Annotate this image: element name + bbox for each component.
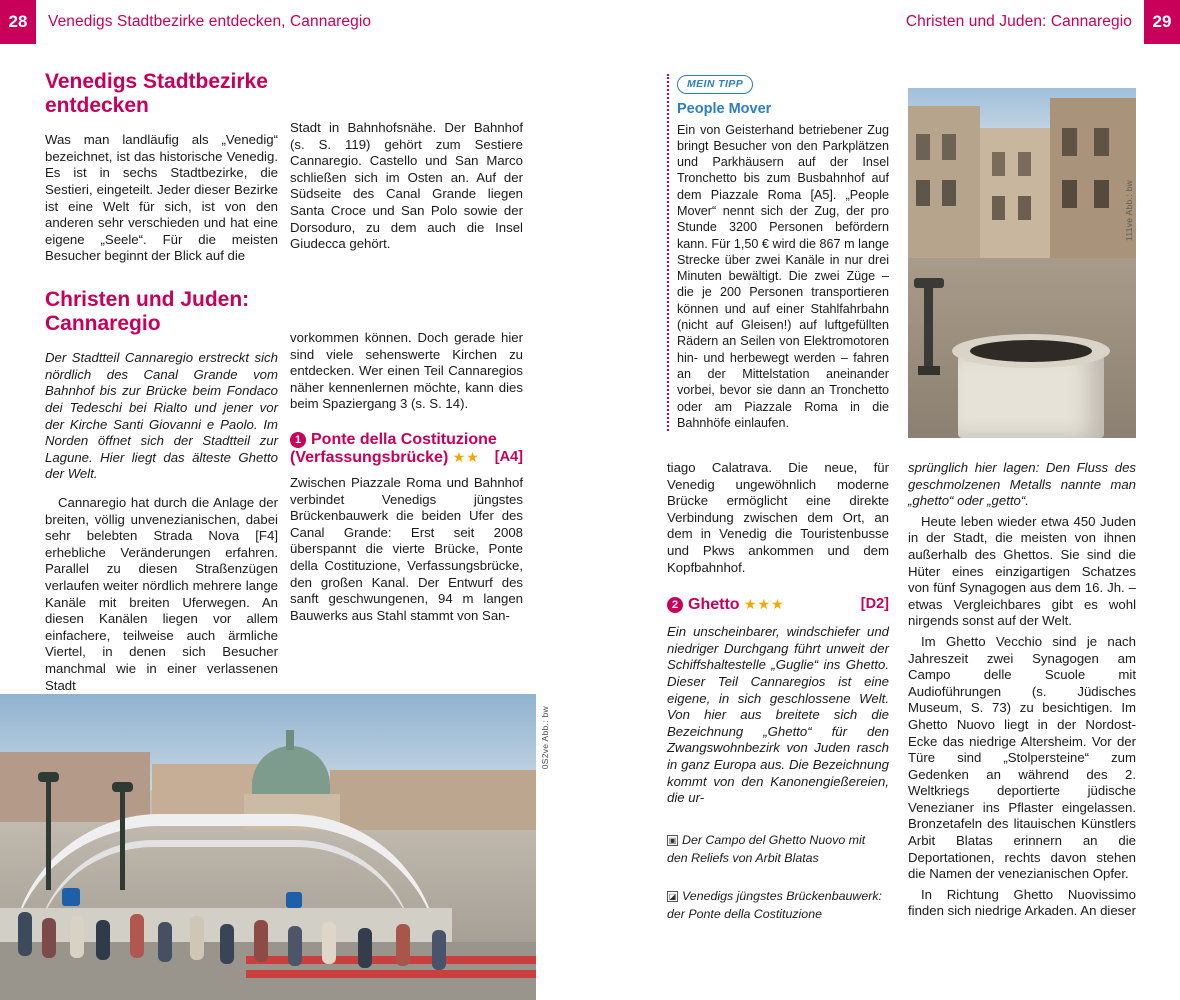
well-photo: [908, 88, 1136, 438]
section2-col1: [45, 288, 278, 694]
person: [322, 922, 336, 964]
water-pump: [924, 284, 933, 370]
poi1-stars: ★★: [452, 448, 480, 465]
person: [190, 916, 204, 960]
poi1-title: Ponte della Costituzione: [311, 430, 497, 448]
section2-title: Christen und Juden: Cannaregio: [45, 288, 250, 336]
bridge-photo-caption: [667, 887, 889, 923]
page-title: Venedigs Stadtbezirke entdecken: [45, 70, 268, 118]
window: [992, 196, 1005, 220]
person: [396, 924, 410, 966]
person: [96, 920, 110, 960]
left-running-header: Venedigs Stadtbezirke entdecken, Cannaregio: [48, 13, 372, 30]
poi2-cont-italic: sprünglich hier lagen: Den Fluss des geschmolzenen Metalls nannte man „ghetto“ oder „getto“.: [908, 460, 1136, 509]
poi1-continuation: [667, 460, 889, 923]
person: [358, 928, 372, 968]
bridge-photo-credit: 0S2ve Abb.: bw: [540, 706, 550, 770]
right-running-header: Christen und Juden: Cannaregio: [905, 13, 1132, 30]
poi1-text: Zwischen Piazzale Roma und Bahnhof verbindet Venedigs jüngstes Brückenbauwerk die beiden Ufer des Canal Grande: Erst seit 2008 überspannt die vierte Brücke, Ponte della Costituzione, Verfassungsbrücke, den großen Kanal. Der Entwurf des sanft geschwungenen, 94 m langen Bauwerks aus Stahl stammt von San-: [290, 474, 523, 623]
person: [18, 912, 32, 956]
tipp-badge: MEIN TIPP: [677, 75, 753, 94]
well-caption-text: Der Campo del Ghetto Nuovo mit den Reliefs von Arbit Blatas: [667, 832, 866, 865]
tipp-box: [667, 74, 889, 431]
lamp-head: [112, 782, 133, 792]
bridge-caption-text: Venedigs jüngstes Brückenbauwerk: der Ponte della Costituzione: [667, 888, 882, 921]
caption-marker-icon: ▣: [668, 835, 677, 845]
section1-col1-text: Was man landläufig als „Venedig“ bezeichnet, ist das historische Venedig. Es ist in sechs Stadtbezirke, die Sestieri, eingeteilt. Jeder dieser Bezirke ist eine Welt für sich, ist von den anderen sehr verschieden und hat eine eigene „Seele“. Für die meisten Besucher beginnt der Blick auf die: [45, 132, 278, 264]
person: [130, 914, 144, 958]
tipp-text: Ein von Geisterhand betriebener Zug bringt Besucher von den Parkplätzen und Parkhäusern auf der Insel Tronchetto bis zum Busbahnhof auf dem Piazzale Roma [A5]. „People Mover“ nennt sich der Zug, der pro Stunde 3200 Personen befördern kann. Für 1,50 € wird die 867 m lange Strecke über zwei Kanäle in nur drei Minuten bewältigt. Die zwei Züge – die je 200 Personen transportieren können und auf einer Stahlfahrbahn (nicht auf Gleisen!) auf luftgefüllten Rädern an Seilen von Elektromotoren hin- und herbewegt werden – fahren an der Mittelstation aneinander vorbei, bevor sie dann an Tronchetto oder am Piazzale Roma in die Bahnhöfe einlaufen.: [677, 122, 889, 430]
person: [70, 916, 84, 958]
poi2-number-badge: 2: [667, 597, 683, 613]
section2-col2-text: vorkommen können. Doch gerade hier sind viele sehenswerte Kirchen zu entdecken. Wer einen Teil Cannaregios näher kennenlernen möchte, kann dies beim Spaziergang 3 (s. S. 14).: [290, 330, 523, 412]
poi2-para2: Heute leben wieder etwa 450 Juden in der Stadt, die meisten von ihnen außerhalb des Ghettos. Sie sind die Hüter eines einzigartigen Schatzes von fünf Synagogen aus dem 16. Jh. – etwas Vergleichbares gibt es wohl nirgends sonst auf der Welt.: [908, 513, 1136, 629]
person: [42, 918, 56, 958]
poi2-stars: ★★★: [744, 596, 785, 613]
poi2-map-code: [D2]: [860, 596, 889, 613]
window: [1094, 180, 1109, 208]
person: [288, 926, 302, 966]
info-sign: [286, 892, 302, 908]
person: [432, 930, 446, 970]
lamp-post: [46, 780, 51, 890]
poi2-para4: In Richtung Ghetto Nuovissimo finden sich niedrige Arkaden. An dieser: [908, 886, 1136, 919]
pump-head: [914, 278, 944, 288]
caption-marker-icon-2: ◪: [668, 891, 677, 901]
window: [916, 180, 930, 206]
left-page-number: 28: [0, 0, 36, 44]
person: [254, 920, 268, 962]
dome-lantern: [286, 730, 294, 750]
right-page-number: 29: [1144, 0, 1180, 44]
poi2-col4: [908, 460, 1136, 920]
well-photo-credit: 111ve Abb.: bw: [1124, 180, 1134, 242]
section2-intro: Der Stadtteil Cannaregio erstreckt sich nördlich des Canal Grande vom Bahnhof bis zur Brücke beim Fondaco dei Tedeschi bei Rialto und jener vor der Kirche Santi Giovanni e Paolo. Im Norden öffnet sich der Stadtteil zur Lagune. Hier liegt das älteste Ghetto der Welt.: [45, 350, 278, 482]
section1-col2: [290, 120, 523, 253]
window: [942, 134, 956, 160]
section1-col2-text: Stadt in Bahnhofsnähe. Der Bahnhof (s. S. 119) gehört zum Sestiere Cannaregio. Castello und San Marco schließen sich im Osten an. Auf der Südseite des Canal Grande liegen Santa Croce und San Polo sowie der Dorsoduro, zu dem auch die Insel Giudecca gehört.: [290, 120, 523, 252]
poi2-heading: [667, 596, 889, 614]
building-mid: [980, 128, 1050, 258]
building-right: [330, 770, 536, 830]
window: [1062, 180, 1077, 208]
tipp-title: People Mover: [677, 100, 772, 117]
poi1-subtitle: (Verfassungsbrücke): [290, 448, 449, 466]
window: [942, 180, 956, 206]
info-sign: [62, 888, 80, 906]
red-carpet-stripe: [246, 970, 536, 978]
poi1-cont-text: tiago Calatrava. Die neue, für Venedig ungewöhnlich moderne Brücke ermöglicht eine direkte Verbindung zwischen dem Ort, an dem in Venedig die Touristenbusse und Pkws ankommen und dem Kopfbahnhof.: [667, 460, 889, 575]
person: [220, 924, 234, 964]
window: [1018, 152, 1031, 176]
lamp-post: [120, 790, 125, 890]
section2-col2: [290, 330, 523, 624]
well-photo-caption: [667, 831, 889, 867]
pump-base: [918, 366, 940, 375]
bridge-photo: [0, 694, 536, 1000]
window: [1018, 196, 1031, 220]
poi1-heading: [290, 431, 523, 467]
lamp-head: [38, 772, 59, 782]
window: [1062, 128, 1077, 156]
poi1-number-badge: 1: [290, 432, 306, 448]
poi2-title: Ghetto: [688, 596, 740, 614]
poi2-intro-italic: Ein unscheinbarer, windschiefer und niedriger Durchgang führt unweit der Schiffshaltestelle „Guglie“ ins Ghetto. Dieser Teil Cannaregios ist eine eigene, in sich geschlossene Welt. Von hier aus breitete sich die Bezeichnung „Ghetto“ für den Zwangswohnbezirk von Juden rasch in ganz Europa aus. Die Bezeichnung kommt von den Kanonengießereien, die ur-: [667, 624, 889, 806]
window: [992, 152, 1005, 176]
section1-col1: [45, 70, 278, 265]
poi2-para3: Im Ghetto Vecchio sind je nach Jahreszeit zwei Synagogen am Campo delle Scuole mit Audioführungen (s. Jüdisches Museum, S. 73) zu besichtigen. Im Ghetto Nuovo liegt in der Nordost-Ecke das niedrige Altersheim. Vor der Türe sind „Stolpersteine“ zum Gedenken an während des 2. Weltkriegs deportierte jüdische Venezianer ins Pflaster eingelassen. Bronzetafeln des litauischen Künstlers Arbit Blatas erinnern an die Deportationen, rechts davon stehen die Namen der venezianischen Opfer.: [908, 633, 1136, 882]
person: [158, 922, 172, 962]
section2-col1-text: Cannaregio hat durch die Anlage der breiten, völlig unvenezianischen, dabei sehr belebten Strada Nova [F4] erhebliche Veränderungen erfahren. Parallel zu diesen Straßenzügen verlaufen weiter nördlich mehrere lange Kanäle mit breiten Uferwegen. An diesen Kanälen liegen vor allem einfachere, teilweise auch ärmliche Viertel, in denen sich Besucher manchmal wie in einer verlassenen Stadt: [45, 495, 278, 693]
window: [916, 134, 930, 160]
poi1-map-code: [A4]: [494, 448, 523, 465]
window: [1094, 128, 1109, 156]
well-lid: [970, 340, 1092, 362]
